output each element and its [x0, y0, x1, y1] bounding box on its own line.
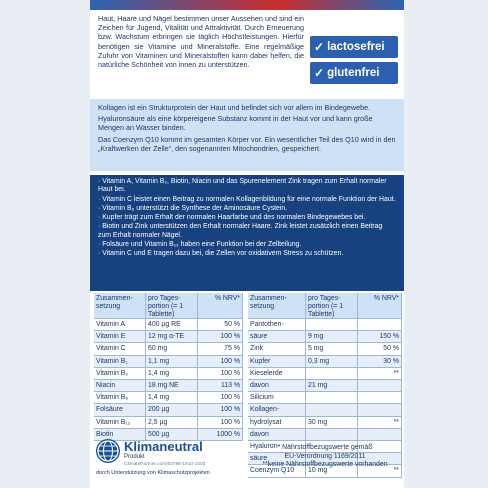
table-cell: 9 mg	[306, 331, 358, 342]
table-cell: Kollagen-	[248, 404, 306, 415]
table-cell	[306, 429, 358, 440]
check-icon: ✓	[314, 66, 325, 80]
top-color-strip	[90, 0, 404, 10]
table-cell: 100 %	[198, 417, 243, 428]
table-row	[94, 331, 243, 343]
table-cell: **	[358, 465, 402, 476]
claim-item: · Biotin und Zink unterstützen den Erhalt normaler Haare. Zink leistet zusätzlich einen Beitrag zum Erhalt normaler Nägel.	[98, 223, 383, 239]
health-claims-box	[90, 175, 404, 291]
table-cell: 100 %	[198, 404, 243, 415]
table-cell: **	[358, 368, 402, 379]
table-row	[248, 368, 402, 380]
klima-subtitle: Produkt	[124, 454, 145, 460]
table-cell: 12 mg α-TE	[146, 331, 198, 342]
table-row	[248, 356, 402, 368]
klima-id: ClimatePartner.com/53798-1910-1003	[124, 462, 206, 467]
table-cell: 1,4 mg	[146, 392, 198, 403]
table-cell: Zink	[248, 343, 306, 354]
table-row	[248, 343, 402, 355]
table-cell: Vitamin B₁	[94, 356, 146, 367]
table-cell: 1,4 mg	[146, 368, 198, 379]
table-cell: 10 mg	[306, 465, 358, 476]
table-cell: Folsäure	[94, 404, 146, 415]
table-cell: davon	[248, 429, 306, 440]
table-row	[94, 417, 243, 429]
package-back-panel	[90, 0, 404, 488]
table-cell: 60 mg	[146, 343, 198, 354]
header-cell: % NRV*	[198, 293, 243, 318]
header-cell: Zusammen-setzung	[248, 293, 306, 318]
table-cell: 75 %	[198, 343, 243, 354]
table-cell: Vitamin C	[94, 343, 146, 354]
table-cell: 100 %	[198, 331, 243, 342]
table-cell: 200 µg	[146, 404, 198, 415]
info-hyaluron: Hyaluronsäure als eine körpereigene Substanz kommt in der Haut vor und kann große Mengen an Wasser binden.	[98, 114, 373, 133]
table-cell: Kieselerde	[248, 368, 306, 379]
table-header	[94, 293, 243, 319]
footnote-line: EU-Verordnung 1169/2011	[284, 452, 366, 460]
lactose-free-badge	[310, 36, 398, 58]
info-collagen: Kollagen ist ein Strukturprotein der Haut und befindet sich vor allem im Bindegewebe.	[98, 103, 371, 112]
table-cell: 50 %	[358, 343, 402, 354]
table-cell: Hyaluron-	[248, 441, 306, 452]
table-cell: 21 mg	[306, 380, 358, 391]
table-cell: 1000 %	[198, 429, 243, 440]
intro-text: Haut, Haare und Nägel bestimmen unser Aussehen und sind ein Zeichen für Jugend, Vitalität und Attraktivität. Durch Erneuerung bzw. Wachstum erbringen sie täglich Höchstleistungen. Hierfür benötigen sie Vitamine und Mineralstoffe. Eine regelmäßige Zufuhr von Vitaminen und Mineralstoffen kann dabei helfen, die natürliche Schönheit von innen zu unterstützen.	[98, 14, 304, 70]
table-cell	[358, 319, 402, 330]
table-row	[248, 417, 402, 429]
table-cell: Silicium	[248, 392, 306, 403]
table-cell	[306, 368, 358, 379]
claim-item: · Vitamin C und E tragen dazu bei, die Zellen vor oxidativem Stress zu schützen.	[98, 250, 344, 258]
globe-icon	[96, 439, 120, 463]
klima-support: durch Unterstützung von Klimaschutzprojekten	[96, 470, 210, 476]
header-cell: Zusammen-setzung	[94, 293, 146, 318]
table-cell	[358, 404, 402, 415]
check-icon: ✓	[314, 40, 325, 54]
table-row	[94, 356, 243, 368]
table-cell: davon	[248, 380, 306, 391]
table-cell: Vitamin B₆	[94, 392, 146, 403]
table-cell: 5 mg	[306, 343, 358, 354]
table-cell: Vitamin A	[94, 319, 146, 330]
table-cell: säure	[248, 453, 306, 464]
claim-item: · Vitamin B₆ unterstützt die Synthese der Aminosäure Cystein.	[98, 204, 288, 212]
table-cell: Kupfer	[248, 356, 306, 367]
table-row	[248, 331, 402, 343]
badge-label: lactosefrei	[327, 41, 385, 53]
table-cell: 100 %	[198, 356, 243, 367]
table-cell: Biotin	[94, 429, 146, 440]
table-cell: Vitamin E	[94, 331, 146, 342]
table-row	[94, 380, 243, 392]
table-cell: 100 %	[198, 392, 243, 403]
climate-neutral-label	[96, 437, 246, 481]
table-row	[248, 429, 402, 441]
table-cell: 0,3 mg	[306, 356, 358, 367]
table-cell	[306, 319, 358, 330]
table-cell: Vitamin B₂	[94, 368, 146, 379]
claim-item: · Folsäure und Vitamin B₁₂ haben eine Funktion bei der Zellteilung.	[98, 241, 302, 249]
claim-item: · Vitamin C leistet einen Beitrag zu normalen Kollagenbildung für eine normale Funktion der Haut.	[98, 195, 396, 203]
claim-item: · Kupfer trägt zum Erhalt der normalen Haarfarbe und des normalen Bindegewebes bei.	[98, 214, 366, 222]
table-row	[248, 404, 402, 416]
table-cell: 30 %	[358, 356, 402, 367]
footnote-line: * Nährstoffbezugswerte gemäß	[277, 444, 373, 451]
ingredient-info-box	[90, 99, 404, 171]
table-cell: 30 mg	[306, 417, 358, 428]
table-row	[94, 343, 243, 355]
table-row	[94, 392, 243, 404]
table-cell: Pantothen-	[248, 319, 306, 330]
table-cell: 18 mg NE	[146, 380, 198, 391]
claim-item: · Vitamin A, Vitamin B₂, Biotin, Niacin und das Spurenelement Zink tragen zum Erhalt normaler Haut bei.	[98, 178, 387, 194]
info-q10: Das Coenzym Q10 kommt im gesamten Körper vor. Ein wesentlicher Teil des Q10 wird in den „Kraftwerken der Zelle“, den sogenannten Mitochondrien, gespeichert.	[98, 134, 396, 153]
footnotes	[250, 444, 400, 470]
table-row	[94, 368, 243, 380]
nutrition-table-left	[94, 293, 243, 441]
table-row	[248, 380, 402, 392]
klima-title: Klimaneutral	[124, 439, 203, 454]
table-cell: säure	[248, 331, 306, 342]
table-cell: Vitamin B₁₂	[94, 417, 146, 428]
table-cell	[306, 392, 358, 403]
table-cell: **	[358, 417, 402, 428]
table-cell: 2,5 µg	[146, 417, 198, 428]
table-cell	[358, 380, 402, 391]
table-cell: 50 %	[198, 319, 243, 330]
table-cell: 113 %	[198, 380, 243, 391]
footnote-line: **keine Nährstoffbezugswerte vorhanden	[262, 461, 388, 468]
header-cell: pro Tages-portion (= 1 Tablette)	[306, 293, 358, 318]
table-cell: 400 µg RE	[146, 319, 198, 330]
table-cell: 100 %	[198, 368, 243, 379]
table-cell: 1,1 mg	[146, 356, 198, 367]
table-cell	[306, 404, 358, 415]
table-cell: 150 %	[358, 331, 402, 342]
table-row	[94, 319, 243, 331]
gluten-free-badge	[310, 62, 398, 84]
table-cell	[358, 429, 402, 440]
table-cell: hydrolysat	[248, 417, 306, 428]
table-row	[94, 404, 243, 416]
table-cell: 500 µg	[146, 429, 198, 440]
header-cell: pro Tages-portion (= 1 Tablette)	[146, 293, 198, 318]
table-cell: Niacin	[94, 380, 146, 391]
table-row	[248, 392, 402, 404]
table-row	[248, 319, 402, 331]
header-cell: % NRV*	[358, 293, 402, 318]
table-header	[248, 293, 402, 319]
table-cell: Coenzym Q10	[248, 465, 306, 476]
table-cell	[358, 392, 402, 403]
badge-label: glutenfrei	[327, 67, 380, 79]
